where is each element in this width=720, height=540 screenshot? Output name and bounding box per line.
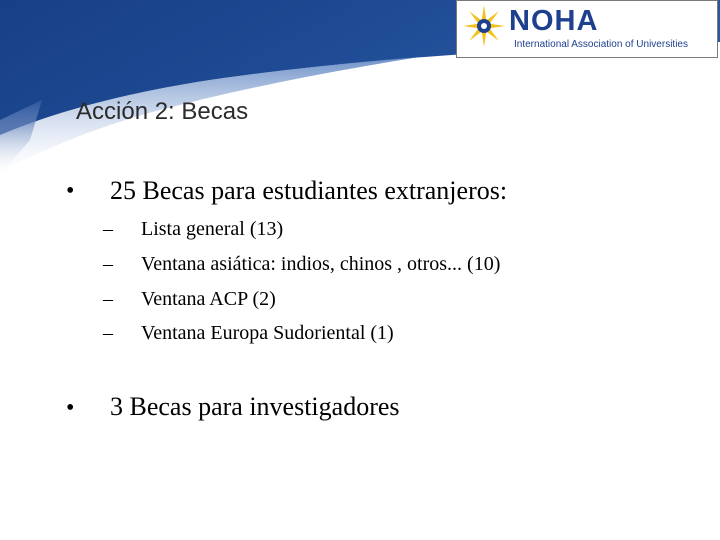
- bullet-marker: •: [66, 395, 75, 421]
- noha-logo: [456, 0, 718, 58]
- dash-marker: –: [103, 288, 113, 310]
- dash-marker: –: [103, 253, 113, 275]
- sub-item-europe: Ventana Europa Sudoriental (1): [141, 322, 394, 344]
- logo-wordmark: NOHA: [509, 5, 599, 37]
- dash-marker: –: [103, 322, 113, 344]
- sub-item-general: Lista general (13): [141, 218, 284, 240]
- bullet-students: 25 Becas para estudiantes extranjeros:: [110, 176, 508, 205]
- sub-item-asia: Ventana asiática: indios, chinos , otros... (10): [141, 253, 501, 275]
- dash-marker: –: [103, 218, 113, 240]
- sub-item-acp: Ventana ACP (2): [141, 288, 276, 310]
- slide-title: Acción 2: Becas: [76, 98, 249, 125]
- star-icon: [461, 3, 507, 49]
- bullet-marker: •: [66, 178, 75, 204]
- logo-subtitle: International Association of Universities: [514, 39, 688, 50]
- bullet-researchers: 3 Becas para investigadores: [110, 392, 400, 421]
